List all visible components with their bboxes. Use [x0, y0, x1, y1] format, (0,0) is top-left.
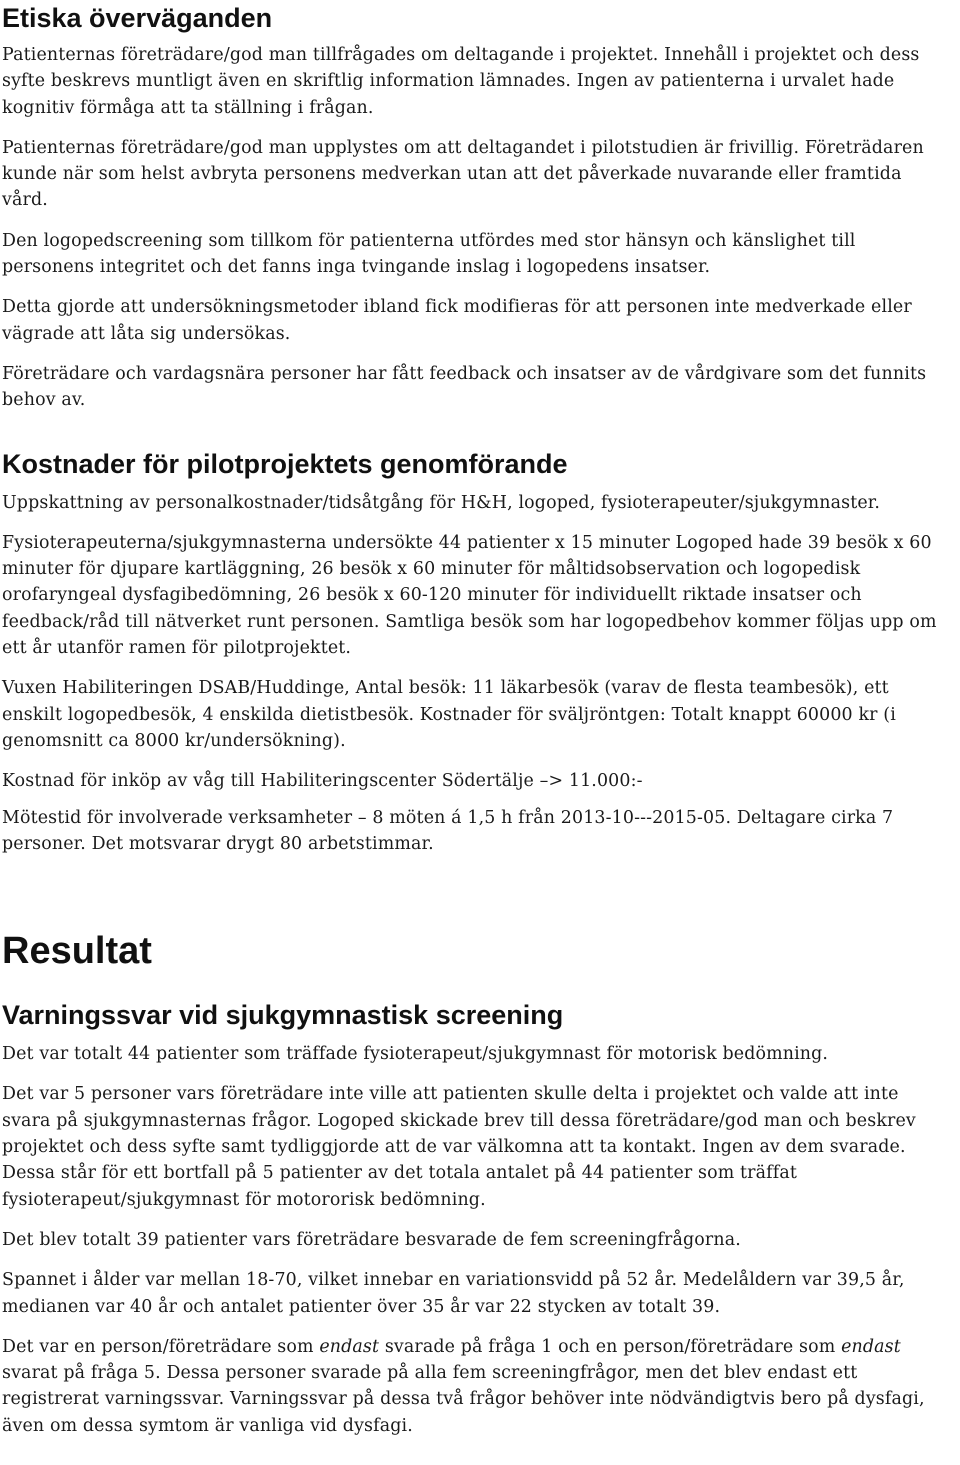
paragraph-etiska-5: Företrädare och vardagsnära personer har fått feedback och insatser av de vårdgivare som det funnits behov av.	[2, 363, 927, 411]
paragraph-kostnader-4: Kostnad för inköp av våg till Habiliteringscenter Södertälje –> 11.000:-	[2, 771, 643, 792]
paragraph-varning-5-part-a: Det var en person/företrädare som	[2, 1336, 320, 1357]
heading-etiska: Etiska överväganden	[2, 3, 273, 33]
paragraph-etiska-1: Patienternas företrädare/god man tillfrågades om deltagande i projektet. Innehåll i projektet och dess syfte beskrevs muntligt även en skriftlig information lämnades. Ingen av patienterna i urvalet hade kognitiv förmåga att ta ställning i frågan.	[2, 45, 920, 118]
paragraph-varning-5	[2, 1334, 946, 1439]
paragraph-etiska-3: Den logopedscreening som tillkom för patienterna utfördes med stor hänsyn och känslighet till personens integritet och det fanns inga tvingande inslag i logopedens insatser.	[2, 230, 856, 278]
heading-varning: Varningssvar vid sjukgymnastisk screening	[2, 1000, 564, 1031]
paragraph-kostnader-2: Fysioterapeuterna/sjukgymnasterna undersökte 44 patienter x 15 minuter Logoped hade 39 besök x 60 minuter för djupare kartläggning, 26 besök x 60 minuter för måltidsobservation och logopedisk orofaryngeal dysfagibedömning, 26 besök x 60-120 minuter för individuellt riktade insatser och feedback/råd till nätverket runt personen. Samtliga besök som har logopedbehov kommer följas upp om ett år utanför ramen för pilotprojektet.	[2, 532, 937, 659]
paragraph-kostnader-1: Uppskattning av personalkostnader/tidsåtgång för H&H, logoped, fysioterapeuter/sjukgymnaster.	[2, 492, 881, 513]
section-etiska	[2, 0, 946, 414]
paragraph-kostnader-3: Vuxen Habiliteringen DSAB/Huddinge, Antal besök: 11 läkarbesök (varav de flesta teambesök), ett enskilt logopedbesök, 4 enskilda dietistbesök. Kostnader för sväljröntgen: Totalt knappt 60000 kr (i genomsnitt ca 8000 kr/undersökning).	[2, 678, 896, 751]
paragraph-varning-4: Spannet i ålder var mellan 18-70, vilket innebar en variationsvidd på 52 år. Medelåldern var 39,5 år, medianen var 40 år och antalet patienter över 35 år var 22 stycken av totalt 39.	[2, 1270, 905, 1317]
emphasis-endast-2: endast	[841, 1336, 901, 1357]
paragraph-varning-3: Det blev totalt 39 patienter vars företrädare besvarade de fem screeningfrågorna.	[2, 1229, 741, 1250]
emphasis-endast-1: endast	[319, 1336, 380, 1357]
paragraph-kostnader-5: Mötestid för involverade verksamheter – 8 möten á 1,5 h från 2013-10---2015-05. Deltagare cirka 7 personer. Det motsvarar drygt 80 arbetstimmar.	[2, 807, 894, 854]
section-resultat	[2, 929, 946, 973]
paragraph-etiska-4: Detta gjorde att undersökningsmetoder ibland fick modifieras för att personen inte medverkade eller vägrade att låta sig undersökas.	[2, 297, 912, 344]
section-varning	[2, 999, 946, 1439]
heading-resultat: Resultat	[2, 930, 152, 973]
heading-kostnader: Kostnader för pilotprojektets genomförande	[2, 448, 568, 479]
paragraph-varning-2: Det var 5 personer vars företrädare inte ville att patienten skulle delta i projektet och valde att inte svara på sjukgymnasternas frågor. Logoped skickade brev till dessa företrädare/god man och beskrev projektet och dess syfte samt tydliggjorde att de var välkomna att ta kontakt. Ingen av dem svarade. Dessa står för ett bortfall på 5 patienter av det totala antalet på 44 patienter som träffat fysioterapeut/sjukgymnast för motororisk bedömning.	[2, 1084, 916, 1210]
paragraph-etiska-2: Patienternas företrädare/god man upplystes om att deltagandet i pilotstudien är frivillig. Företrädaren kunde när som helst avbryta personens medverkan utan att det påverkade nuvarande eller framtida vård.	[2, 137, 924, 211]
paragraph-varning-5-part-c: svarat på fråga 5. Dessa personer svarade på alla fem screeningfrågor, men det blev endast ett registrerat varningssvar. Varningssvar på dessa två frågor behöver inte nödvändigtvis bero på dysfagi, även om dessa symtom är vanliga vid dysfagi.	[2, 1363, 925, 1436]
paragraph-varning-5-part-b: svarade på fråga 1 och en person/företrädare som	[379, 1336, 842, 1357]
section-kostnader	[2, 448, 946, 858]
paragraph-varning-1: Det var totalt 44 patienter som träffade fysioterapeut/sjukgymnast för motorisk bedömning.	[2, 1044, 829, 1065]
